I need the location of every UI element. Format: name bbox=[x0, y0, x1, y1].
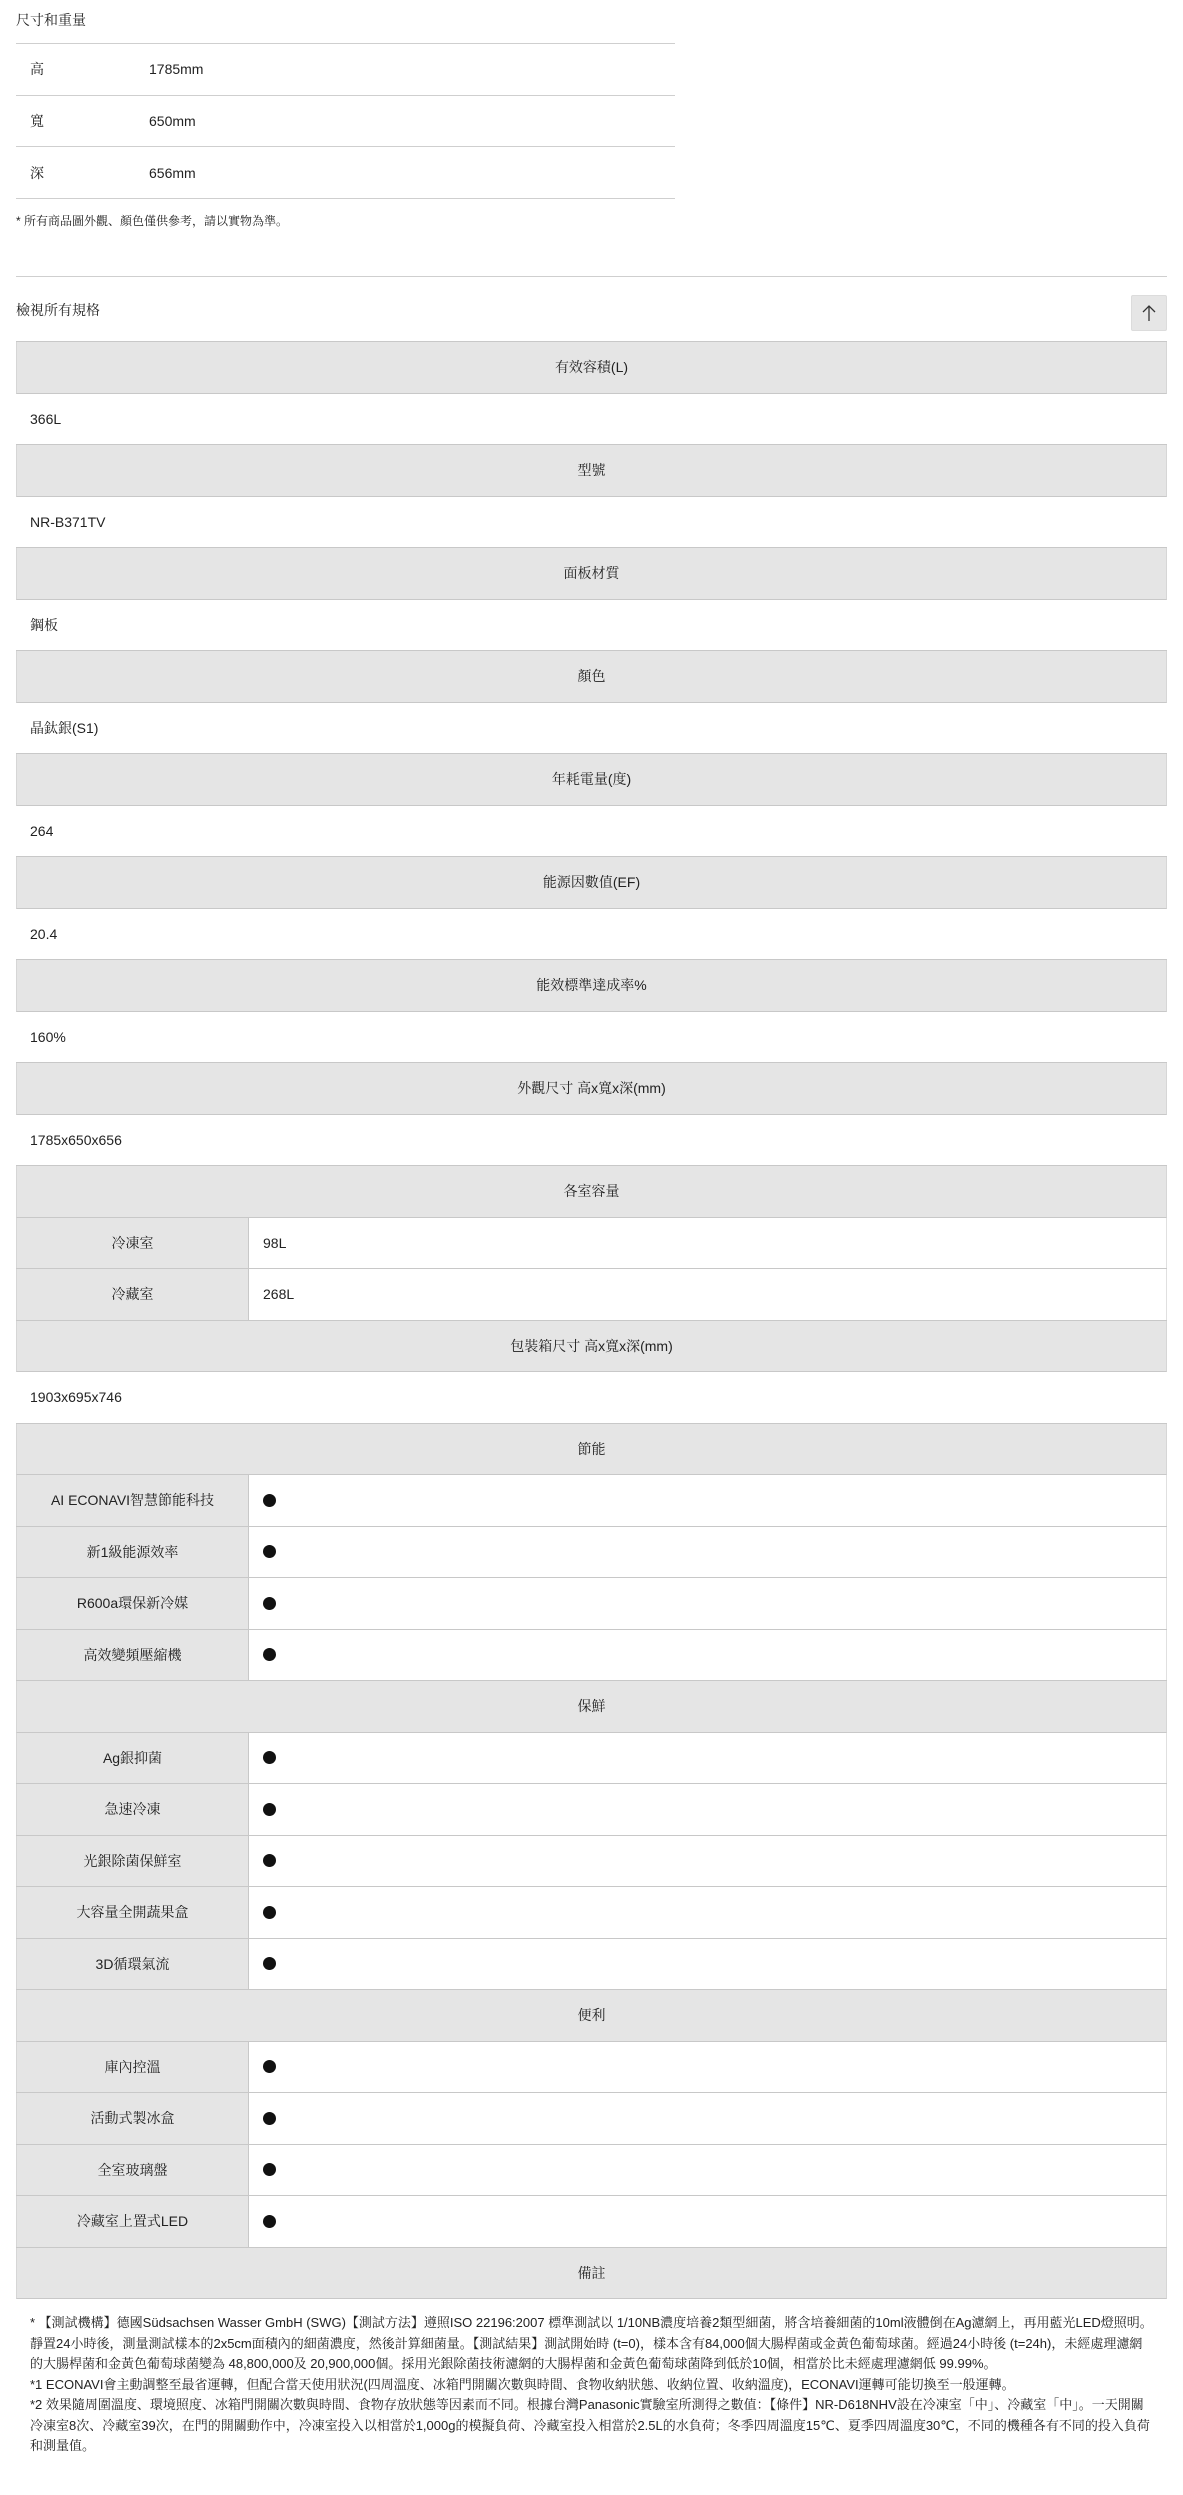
spec-value-panel: 鋼板 bbox=[16, 600, 1167, 652]
spec-header-capacity: 有效容積(L) bbox=[16, 342, 1167, 394]
spec-header-energy-factor: 能源因數值(EF) bbox=[16, 857, 1167, 909]
feature-row bbox=[16, 1887, 1167, 1939]
spec-header-model: 型號 bbox=[16, 445, 1167, 497]
spec-header-color: 顏色 bbox=[16, 651, 1167, 703]
remark-item: *1 ECONAVI會主動調整至最省運轉，但配合當天使用狀況(四周溫度、冰箱門開關次數與時間、食物收納狀態、收納位置、收納溫度)，ECONAVI運轉可能切換至一般運轉。 bbox=[30, 2376, 1015, 2392]
feature-label: Ag銀抑菌 bbox=[16, 1733, 249, 1784]
feature-available-dot-icon bbox=[263, 2060, 276, 2073]
spec-value-efficiency: 160% bbox=[16, 1012, 1167, 1064]
spec-header-panel: 面板材質 bbox=[16, 548, 1167, 600]
spec-row-freezer bbox=[16, 1218, 1167, 1270]
feature-row bbox=[16, 2042, 1167, 2094]
spec-header-remarks: 備註 bbox=[16, 2248, 1167, 2300]
feature-available-dot-icon bbox=[263, 2215, 276, 2228]
all-specs-title: 檢視所有規格 bbox=[16, 302, 100, 318]
feature-row bbox=[16, 1475, 1167, 1527]
dimension-value: 1785mm bbox=[149, 61, 204, 78]
feature-row bbox=[16, 1836, 1167, 1888]
feature-available-dot-icon bbox=[263, 1957, 276, 1970]
section-divider bbox=[16, 276, 1167, 277]
spec-header-freshness: 保鮮 bbox=[16, 1681, 1167, 1733]
dimension-label: 高 bbox=[30, 61, 44, 78]
feature-row bbox=[16, 2093, 1167, 2145]
spec-header-efficiency: 能效標準達成率% bbox=[16, 960, 1167, 1012]
spec-header-box-size: 包裝箱尺寸 高x寬x深(mm) bbox=[16, 1321, 1167, 1373]
feature-row bbox=[16, 1733, 1167, 1785]
dimension-row-height bbox=[16, 44, 675, 96]
spec-table bbox=[16, 341, 1167, 2457]
feature-label: 3D循環氣流 bbox=[16, 1939, 249, 1990]
feature-label: 高效變頻壓縮機 bbox=[16, 1630, 249, 1681]
feature-available-dot-icon bbox=[263, 1494, 276, 1507]
dimension-label: 寬 bbox=[30, 113, 44, 130]
spec-value-energy-factor: 20.4 bbox=[16, 909, 1167, 961]
feature-available-dot-icon bbox=[263, 1545, 276, 1558]
feature-row bbox=[16, 1784, 1167, 1836]
feature-available-dot-icon bbox=[263, 1751, 276, 1764]
dimensions-note: * 所有商品圖外觀、顏色僅供參考，請以實物為準。 bbox=[16, 214, 289, 228]
feature-row bbox=[16, 2196, 1167, 2248]
spec-value-outer-size: 1785x650x656 bbox=[16, 1115, 1167, 1167]
feature-label: 庫內控溫 bbox=[16, 2042, 249, 2093]
feature-label: R600a環保新冷媒 bbox=[16, 1578, 249, 1629]
remark-item: * 【測試機構】德國Südsachsen Wasser GmbH (SWG)【測試方法】遵照ISO 22196:2007 標準測試以 1/10NB濃度培養2類型細菌，將含培養細菌的10ml液體倒在Ag濾網上，再用藍光LED燈照明。靜置24小時後，測量測試樣本的2x5cm面積內的細菌濃度，然後計算細菌量。【測試結果】測試開始時 (t=0)，樣本含有84,000個大腸桿菌或金黃色葡萄球菌。經過24小時後 (t=24h)，未經處理濾網的大腸桿菌和金黃色葡萄球菌變為 48,800,000及 20,900,000個。採用光銀除菌技術濾網的大腸桿菌和金黃色葡萄球菌降到低於10個，相當於比未經處理濾網低 99.99%。 bbox=[30, 2315, 1153, 2371]
dimensions-table bbox=[16, 43, 675, 199]
spec-row-value: 98L bbox=[249, 1218, 1167, 1269]
feature-available-dot-icon bbox=[263, 1906, 276, 1919]
spec-row-fridge bbox=[16, 1269, 1167, 1321]
feature-label: 急速冷凍 bbox=[16, 1784, 249, 1835]
feature-available-dot-icon bbox=[263, 1648, 276, 1661]
feature-available-dot-icon bbox=[263, 1803, 276, 1816]
spec-value-annual-energy: 264 bbox=[16, 806, 1167, 858]
dimension-label: 深 bbox=[30, 164, 44, 181]
remark-item: *2 效果隨周圍溫度、環境照度、冰箱門開關次數與時間、食物存放狀態等因素而不同。根據台灣Panasonic實驗室所測得之數值：【條件】NR-D618NHV設在冷凍室「中」、冷藏室「中」。一天開關冷凍室8次、冷藏室39次，在門的開關動作中，冷凍室投入以相當於1,000g的模擬負荷、冷藏室投入相當於2.5L的水負荷；冬季四周溫度15℃、夏季四周溫度30℃，不同的機種各有不同的投入負荷和測量值。 bbox=[30, 2397, 1150, 2453]
dimensions-title: 尺寸和重量 bbox=[16, 12, 86, 28]
spec-value-model: NR-B371TV bbox=[16, 497, 1167, 549]
feature-label: 新1級能源效率 bbox=[16, 1527, 249, 1578]
spec-header-outer-size: 外觀尺寸 高x寬x深(mm) bbox=[16, 1063, 1167, 1115]
feature-row bbox=[16, 1939, 1167, 1991]
feature-available-dot-icon bbox=[263, 1854, 276, 1867]
spec-row-label: 冷藏室 bbox=[16, 1269, 249, 1320]
feature-row bbox=[16, 2145, 1167, 2197]
feature-label: 活動式製冰盒 bbox=[16, 2093, 249, 2144]
remarks-text bbox=[16, 2299, 1167, 2457]
arrow-up-icon bbox=[1141, 304, 1157, 322]
spec-value-box-size: 1903x695x746 bbox=[16, 1372, 1167, 1424]
feature-available-dot-icon bbox=[263, 1597, 276, 1610]
spec-header-annual-energy: 年耗電量(度) bbox=[16, 754, 1167, 806]
feature-label: 冷藏室上置式LED bbox=[16, 2196, 249, 2247]
feature-row bbox=[16, 1578, 1167, 1630]
feature-available-dot-icon bbox=[263, 2163, 276, 2176]
spec-header-convenience: 便利 bbox=[16, 1990, 1167, 2042]
dimension-value: 656mm bbox=[149, 164, 196, 181]
feature-available-dot-icon bbox=[263, 2112, 276, 2125]
spec-header-energy-saving: 節能 bbox=[16, 1424, 1167, 1476]
dimension-value: 650mm bbox=[149, 113, 196, 130]
feature-label: 大容量全開蔬果盒 bbox=[16, 1887, 249, 1938]
spec-row-value: 268L bbox=[249, 1269, 1167, 1320]
feature-label: 光銀除菌保鮮室 bbox=[16, 1836, 249, 1887]
feature-row bbox=[16, 1527, 1167, 1579]
spec-value-color: 晶鈦銀(S1) bbox=[16, 703, 1167, 755]
dimension-row-depth bbox=[16, 147, 675, 199]
feature-label: AI ECONAVI智慧節能科技 bbox=[16, 1475, 249, 1526]
spec-value-capacity: 366L bbox=[16, 394, 1167, 446]
dimension-row-width bbox=[16, 96, 675, 148]
feature-label: 全室玻璃盤 bbox=[16, 2145, 249, 2196]
back-to-top-button[interactable] bbox=[1131, 295, 1167, 331]
feature-row bbox=[16, 1630, 1167, 1682]
spec-row-label: 冷凍室 bbox=[16, 1218, 249, 1269]
spec-header-room-capacity: 各室容量 bbox=[16, 1166, 1167, 1218]
